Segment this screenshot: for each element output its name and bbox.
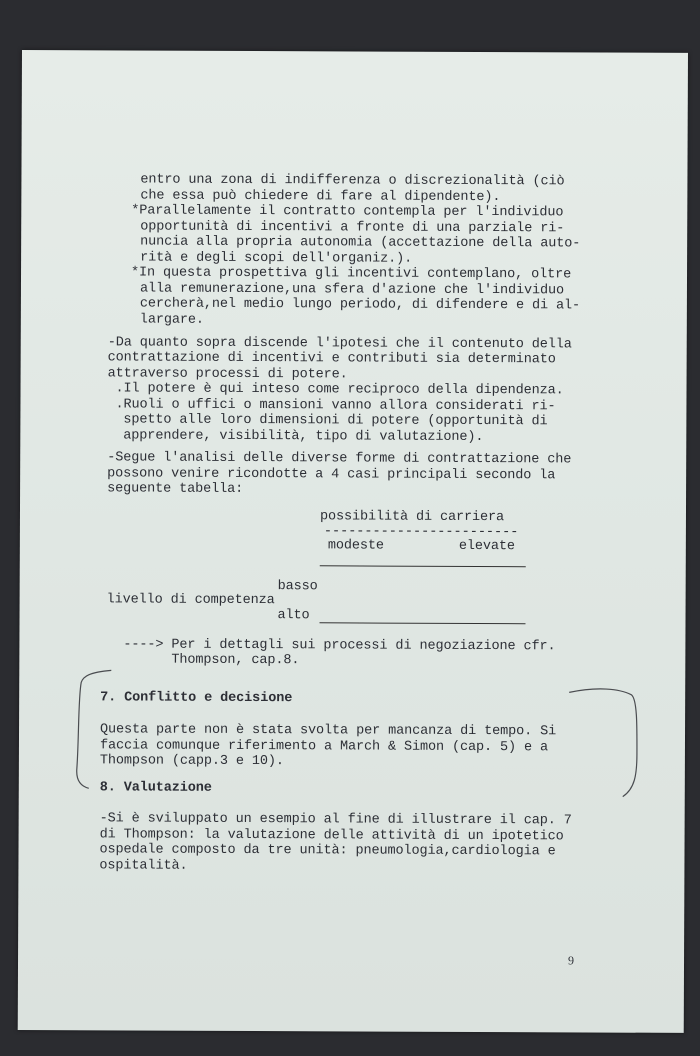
section-8-line-2: di Thompson: la valutazione delle attività di un ipotetico [99, 827, 564, 845]
para1-line-6: rità e degli scopi dell'organiz.). [140, 250, 413, 267]
section-8-line-3: ospedale composto da tre unità: pneumologia,cardiologia e [99, 842, 556, 860]
table-row-high: alto [277, 608, 310, 624]
para2-line-4: .Il potere è qui inteso come reciproco della dipendenza. [107, 381, 564, 399]
reference-line-2: Thompson, cap.8. [123, 652, 300, 669]
table-row-low: basso [277, 579, 318, 595]
para1-line-7: *In questa prospettiva gli incentivi contemplano, oltre [130, 265, 572, 283]
section-7-line-3: Thompson (capp.3 e 10). [99, 753, 284, 770]
table-row-title: livello di competenza [106, 592, 275, 609]
para1-line-8: alla remunerazione,una sfera d'azione che l'individuo [139, 281, 565, 299]
para3-line-1: -Segue l'analisi delle diverse forme di contrattazione che [107, 450, 572, 468]
para1-line-3: *Parallelamente il contratto contempla per l'individuo [131, 203, 564, 221]
section-8-line-4: ospitalità. [99, 858, 188, 874]
para1-line-9: cercherà,nel medio lungo periodo, di difendere e di al- [139, 296, 580, 314]
para1-line-10: largare. [139, 312, 204, 328]
document-page [18, 50, 688, 1033]
table-col-high: elevate [458, 538, 515, 555]
para2-line-2: contrattazione di incentivi e contributi sia determinato [107, 350, 556, 368]
para2-line-5: .Ruoli o uffici o mansioni vanno allora considerati ri- [107, 397, 556, 415]
table-top-rule [320, 565, 526, 567]
section-8-heading: 8. Valutazione [99, 780, 212, 796]
section-7-heading: 7. Conflitto e decisione [100, 690, 293, 707]
handdrawn-bracket-right [567, 684, 648, 802]
reference-line-1: ----> Per i dettagli sui processi di negoziazione cfr. [123, 637, 556, 655]
para3-line-2: possono venire ricondotte a 4 casi principali secondo la [107, 466, 556, 484]
para1-line-5: nuncia alla propria autonomia (accettazione della auto- [140, 234, 581, 252]
section-8-line-1: -Si è sviluppato un esempio al fine di illustrare il cap. 7 [99, 811, 572, 829]
section-7-line-1: Questa parte non è stata svolta per mancanza di tempo. Si [100, 722, 557, 740]
para3-line-3: seguente tabella: [107, 481, 244, 497]
para1-line-4: opportunità di incentivi a fronte di una parziale ri- [140, 219, 565, 237]
table-dash-line: ------------------------ [323, 524, 519, 541]
para2-line-6: spetto alle loro dimensioni di potere (opportunità di [107, 412, 548, 430]
para1-line-2: che essa può chiedere di fare al dipendente). [140, 188, 501, 206]
table-bottom-rule [320, 622, 526, 624]
table-col-low: modeste [327, 538, 384, 554]
section-7-line-2: faccia comunque riferimento a March & Simon (cap. 5) e a [99, 738, 549, 756]
page-number: 9 [568, 953, 574, 968]
para1-line-1: entro una zona di indifferenza o discrezionalità (ciò [140, 172, 565, 190]
table-column-title: possibilità di carriera [319, 509, 505, 526]
para2-line-1: -Da quanto sopra discende l'ipotesi che il contenuto della [107, 335, 572, 353]
para2-line-7: apprendere, visibilità, tipo di valutazione). [107, 428, 484, 446]
para2-line-3: attraverso processi di potere. [107, 366, 348, 383]
